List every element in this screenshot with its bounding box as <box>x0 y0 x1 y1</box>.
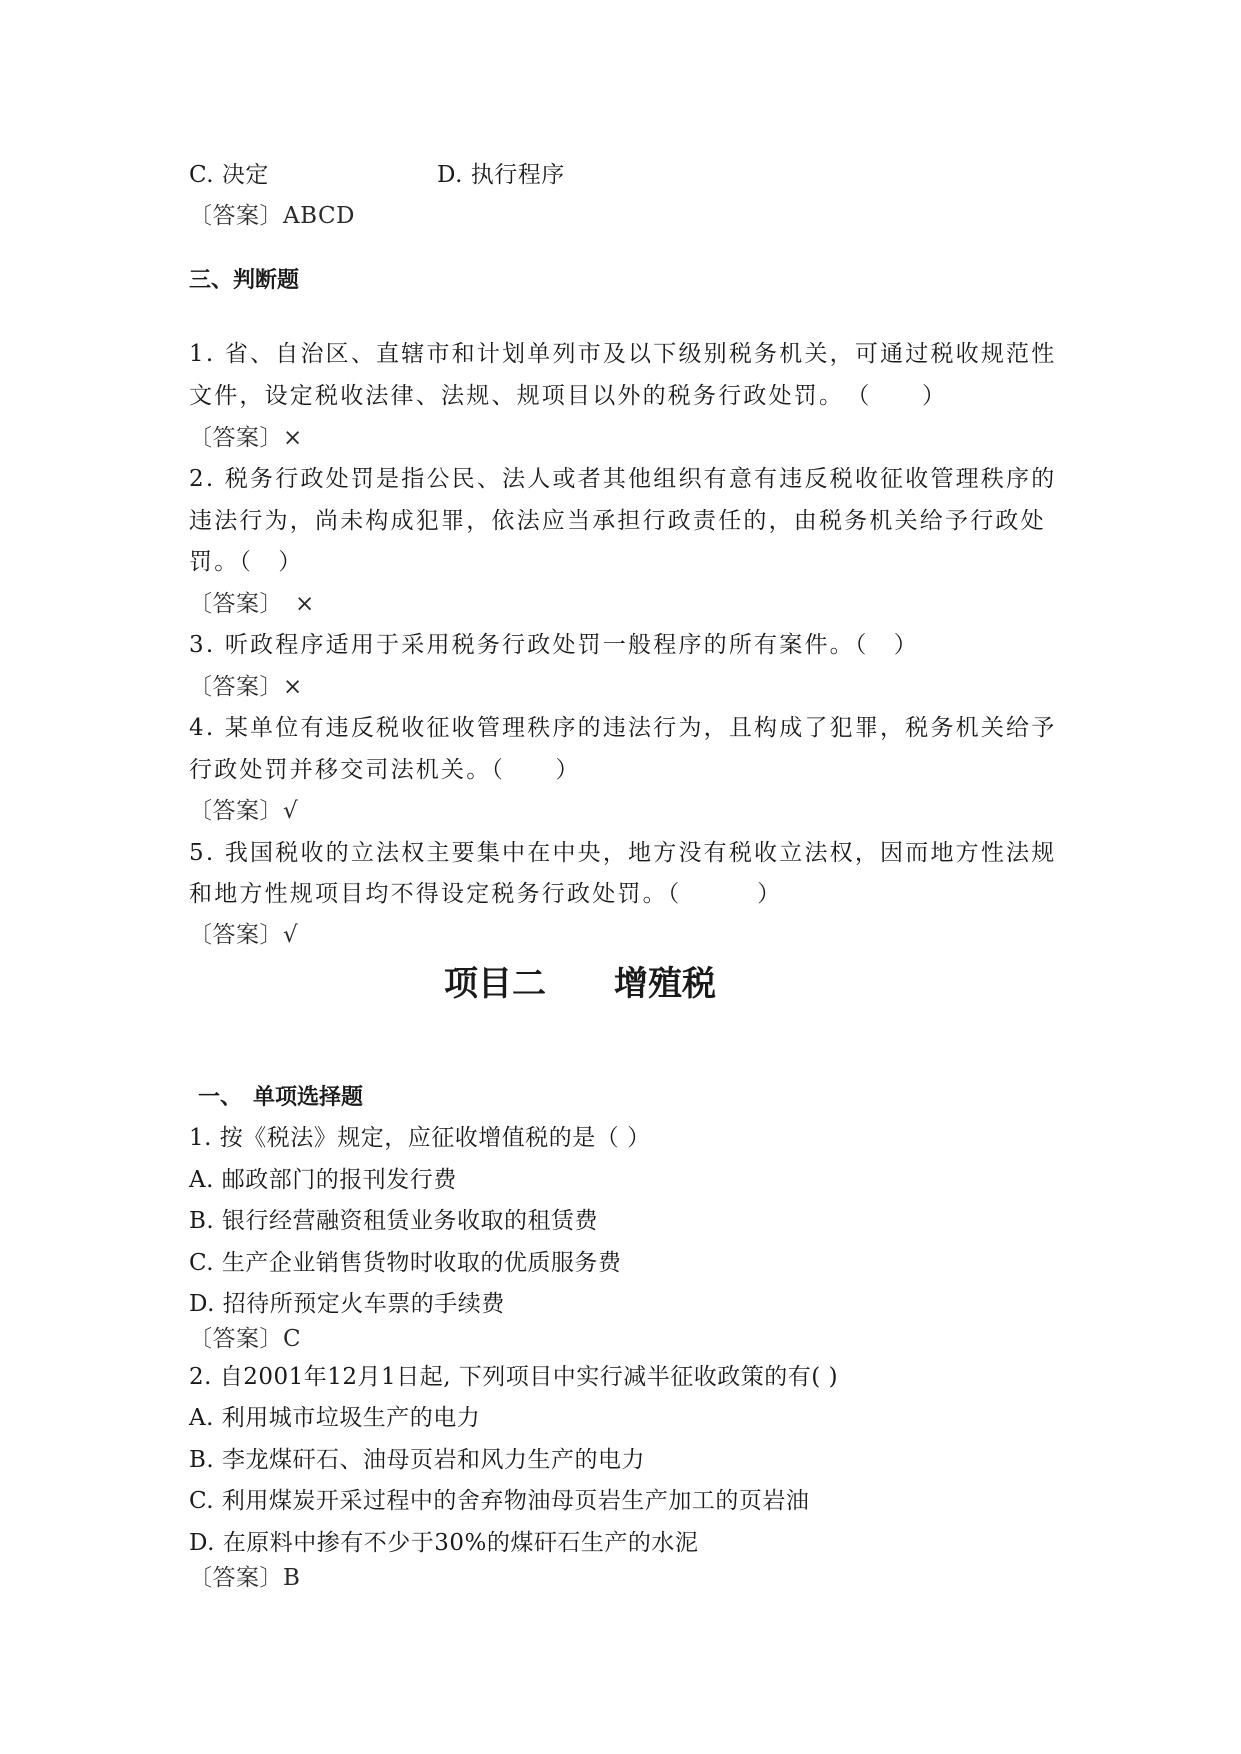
question-1-line-2: 文件，设定税收法律、法规、规项目以外的税务行政处罚。 （ ） <box>189 383 948 409</box>
option-d: D. 执行程序 <box>437 162 565 188</box>
question-2-line-1: 2. 税务行政处罚是指公民、法人或者其他组织有意有违反税收征收管理秩序的 <box>189 466 1057 492</box>
question-1-line-1: 1. 省、自治区、直辖市和计划单列市及以下级别税务机关，可通过税收规范性 <box>189 341 1057 367</box>
choice-1-answer: 〔答案〕C <box>189 1326 302 1352</box>
question-5-line-2: 和地方性规项目均不得设定税务行政处罚。（ ） <box>189 881 783 907</box>
chapter-title: 项目二 增殖税 <box>444 964 716 1004</box>
answer-2: 〔答案〕 × <box>189 591 315 617</box>
answer-3: 〔答案〕× <box>189 674 303 700</box>
choice-2-option-b: B. 李龙煤矸石、油母页岩和风力生产的电力 <box>189 1447 646 1473</box>
answer-4: 〔答案〕√ <box>189 798 299 824</box>
choice-question-1: 1. 按《税法》规定，应征收增值税的是（ ） <box>189 1125 651 1151</box>
answer-5: 〔答案〕√ <box>189 922 299 948</box>
choice-1-option-b: B. 银行经营融资租赁业务收取的租赁费 <box>189 1208 599 1234</box>
option-c: C. 决定 <box>189 162 269 188</box>
choice-2-answer: 〔答案〕B <box>189 1565 301 1591</box>
choice-2-option-a: A. 利用城市垃圾生产的电力 <box>189 1405 481 1431</box>
question-5-line-1: 5. 我国税收的立法权主要集中在中央，地方没有税收立法权，因而地方性法规 <box>189 840 1057 866</box>
section-heading-single-choice: 一、 单项选择题 <box>198 1085 364 1110</box>
choice-1-option-d: D. 招待所预定火车票的手续费 <box>189 1291 505 1317</box>
choice-2-option-c: C. 利用煤炭开采过程中的舍弃物油母页岩生产加工的页岩油 <box>189 1488 810 1514</box>
question-2-line-3: 罚。（ ） <box>189 549 304 575</box>
question-3-line-1: 3. 听政程序适用于采用税务行政处罚一般程序的所有案件。（ ） <box>189 632 919 658</box>
choice-1-option-a: A. 邮政部门的报刊发行费 <box>189 1167 457 1193</box>
answer-1: 〔答案〕× <box>189 425 303 451</box>
question-4-line-2: 行政处罚并移交司法机关。（ ） <box>189 757 581 783</box>
choice-1-option-c: C. 生产企业销售货物时收取的优质服务费 <box>189 1250 622 1276</box>
question-2-line-2: 违法行为，尚未构成犯罪，依法应当承担行政责任的，由税务机关给予行政处 <box>189 508 1046 534</box>
answer-carryover: 〔答案〕ABCD <box>189 203 355 229</box>
section-heading-judgement: 三、判断题 <box>189 268 300 293</box>
choice-2-option-d: D. 在原料中掺有不少于30%的煤矸石生产的水泥 <box>189 1530 699 1556</box>
choice-question-2: 2. 自2001年12月1日起, 下列项目中实行减半征收政策的有( ) <box>189 1364 839 1390</box>
question-4-line-1: 4. 某单位有违反税收征收管理秩序的违法行为，且构成了犯罪，税务机关给予 <box>189 715 1057 741</box>
